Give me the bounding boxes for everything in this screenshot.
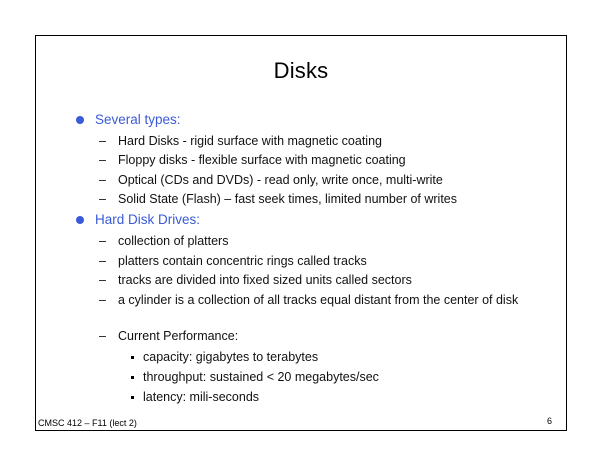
list-item-text: collection of platters xyxy=(118,234,229,248)
list-item xyxy=(99,172,548,188)
list-item-text: Solid State (Flash) – fast seek times, limited number of writes xyxy=(118,192,458,206)
dash-icon: – xyxy=(99,134,106,148)
dash-icon: – xyxy=(99,153,106,167)
slide-frame xyxy=(35,35,567,431)
list-item-text: Optical (CDs and DVDs) - read only, write once, multi-write xyxy=(118,173,443,187)
list-item xyxy=(99,233,548,249)
sub-list-item xyxy=(143,349,318,365)
list-item-text: platters contain concentric rings called tracks xyxy=(118,254,367,268)
square-bullet-icon xyxy=(131,356,134,359)
section-heading-label: Hard Disk Drives: xyxy=(95,212,201,227)
list-item xyxy=(99,191,548,207)
bullet-dot-icon xyxy=(76,216,84,224)
list-item-text: Hard Disks - rigid surface with magnetic coating xyxy=(118,134,382,148)
list-item xyxy=(99,272,548,288)
footer-course-label: CMSC 412 – F11 (lect 2) xyxy=(38,418,137,428)
sub-list-item xyxy=(143,389,259,405)
section-heading-hard-disk-drives xyxy=(95,211,200,228)
square-bullet-icon xyxy=(131,396,134,399)
list-item-text: a cylinder is a collection of all tracks equal distant from the center of disk xyxy=(118,293,519,307)
page-number: 6 xyxy=(546,416,552,426)
sub-list-item-text: throughput: sustained < 20 megabytes/sec xyxy=(143,370,379,384)
list-item xyxy=(99,133,548,149)
dash-icon: – xyxy=(99,254,106,268)
sub-list-item-text: latency: mili-seconds xyxy=(143,390,260,404)
dash-icon: – xyxy=(99,234,106,248)
list-item xyxy=(99,292,548,308)
dash-icon: – xyxy=(99,273,106,287)
section-heading-label: Several types: xyxy=(95,112,181,127)
sub-list-item-text: capacity: gigabytes to terabytes xyxy=(143,350,319,364)
dash-icon: – xyxy=(99,192,106,206)
dash-icon: – xyxy=(99,293,106,307)
slide-title: Disks xyxy=(273,58,329,83)
bullet-dot-icon xyxy=(76,116,84,124)
list-item-text: Floppy disks - flexible surface with magnetic coating xyxy=(118,153,406,167)
dash-icon: – xyxy=(99,329,106,343)
square-bullet-icon xyxy=(131,376,134,379)
section-heading-several-types xyxy=(95,111,181,128)
list-item xyxy=(99,152,548,168)
list-item-text: Current Performance: xyxy=(118,329,239,343)
dash-icon: – xyxy=(99,173,106,187)
sub-list-item xyxy=(143,369,379,385)
list-item xyxy=(99,253,548,269)
list-item xyxy=(99,328,548,344)
list-item-text: tracks are divided into fixed sized units called sectors xyxy=(118,273,412,287)
